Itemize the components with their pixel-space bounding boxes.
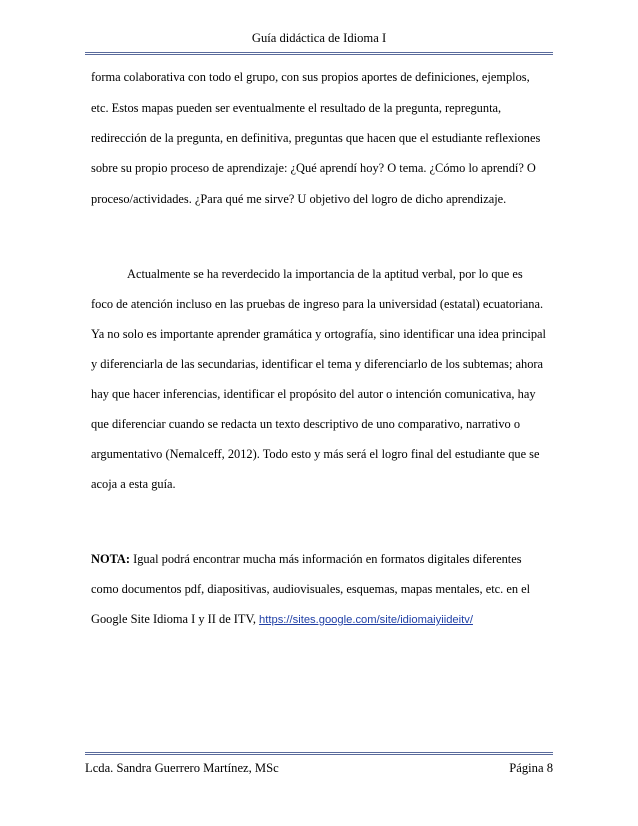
footer-page-number: Página 8 bbox=[509, 761, 553, 775]
paragraph-2-line: hay que hacer inferencias, identificar el propósito del autor o intención comunicativa, hay bbox=[91, 387, 536, 401]
paragraph-2-line: acoja a esta guía. bbox=[91, 477, 176, 491]
paragraph-1-line: etc. Estos mapas pueden ser eventualmente el resultado de la pregunta, repregunta, bbox=[91, 101, 502, 115]
paragraph-1-line: sobre su propio proceso de aprendizaje: ¿Qué aprendí hoy? O tema. ¿Cómo lo aprendí? O bbox=[91, 161, 536, 175]
paragraph-1-line: redirección de la pregunta, en definitiva, preguntas que hacen que el estudiante reflexiones bbox=[91, 131, 541, 145]
footer-author: Lcda. Sandra Guerrero Martínez, MSc bbox=[85, 761, 279, 775]
google-site-link[interactable]: https://sites.google.com/site/idiomaiyiideitv/ bbox=[259, 614, 473, 626]
note-line: como documentos pdf, diapositivas, audiovisuales, esquemas, mapas mentales, etc. en el bbox=[91, 582, 531, 596]
page-header-title: Guía didáctica de Idioma I bbox=[251, 31, 387, 45]
paragraph-2-line: Ya no solo es importante aprender gramática y ortografía, sino identificar una idea principal bbox=[91, 327, 546, 341]
paragraph-2-line: y diferenciarla de las secundarias, identificar el tema y diferenciarlo de los subtemas; ahora bbox=[91, 357, 544, 371]
paragraph-2-line: argumentativo (Nemalceff, 2012). Todo esto y más será el logro final del estudiante que se bbox=[91, 447, 540, 461]
note-line bbox=[91, 552, 522, 567]
note-text: Google Site Idioma I y II de ITV, bbox=[91, 612, 260, 626]
note-text: Igual podrá encontrar mucha más información en formatos digitales diferentes bbox=[130, 552, 522, 566]
paragraph-1-line: forma colaborativa con todo el grupo, con sus propios aportes de definiciones, ejemplos, bbox=[91, 70, 530, 84]
header-divider bbox=[85, 52, 553, 55]
note-line bbox=[91, 612, 473, 627]
paragraph-2-line: foco de atención incluso en las pruebas de ingreso para la universidad (estatal) ecuatoriana. bbox=[91, 297, 544, 311]
footer-divider bbox=[85, 752, 553, 755]
paragraph-1-line: proceso/actividades. ¿Para qué me sirve? U objetivo del logro de dicho aprendizaje. bbox=[91, 192, 507, 206]
note-label: NOTA: bbox=[91, 552, 131, 566]
paragraph-2-line: Actualmente se ha reverdecido la importancia de la aptitud verbal, por lo que es bbox=[127, 267, 523, 281]
paragraph-2-line: que diferenciar cuando se redacta un texto descriptivo de uno comparativo, narrativo o bbox=[91, 417, 521, 431]
